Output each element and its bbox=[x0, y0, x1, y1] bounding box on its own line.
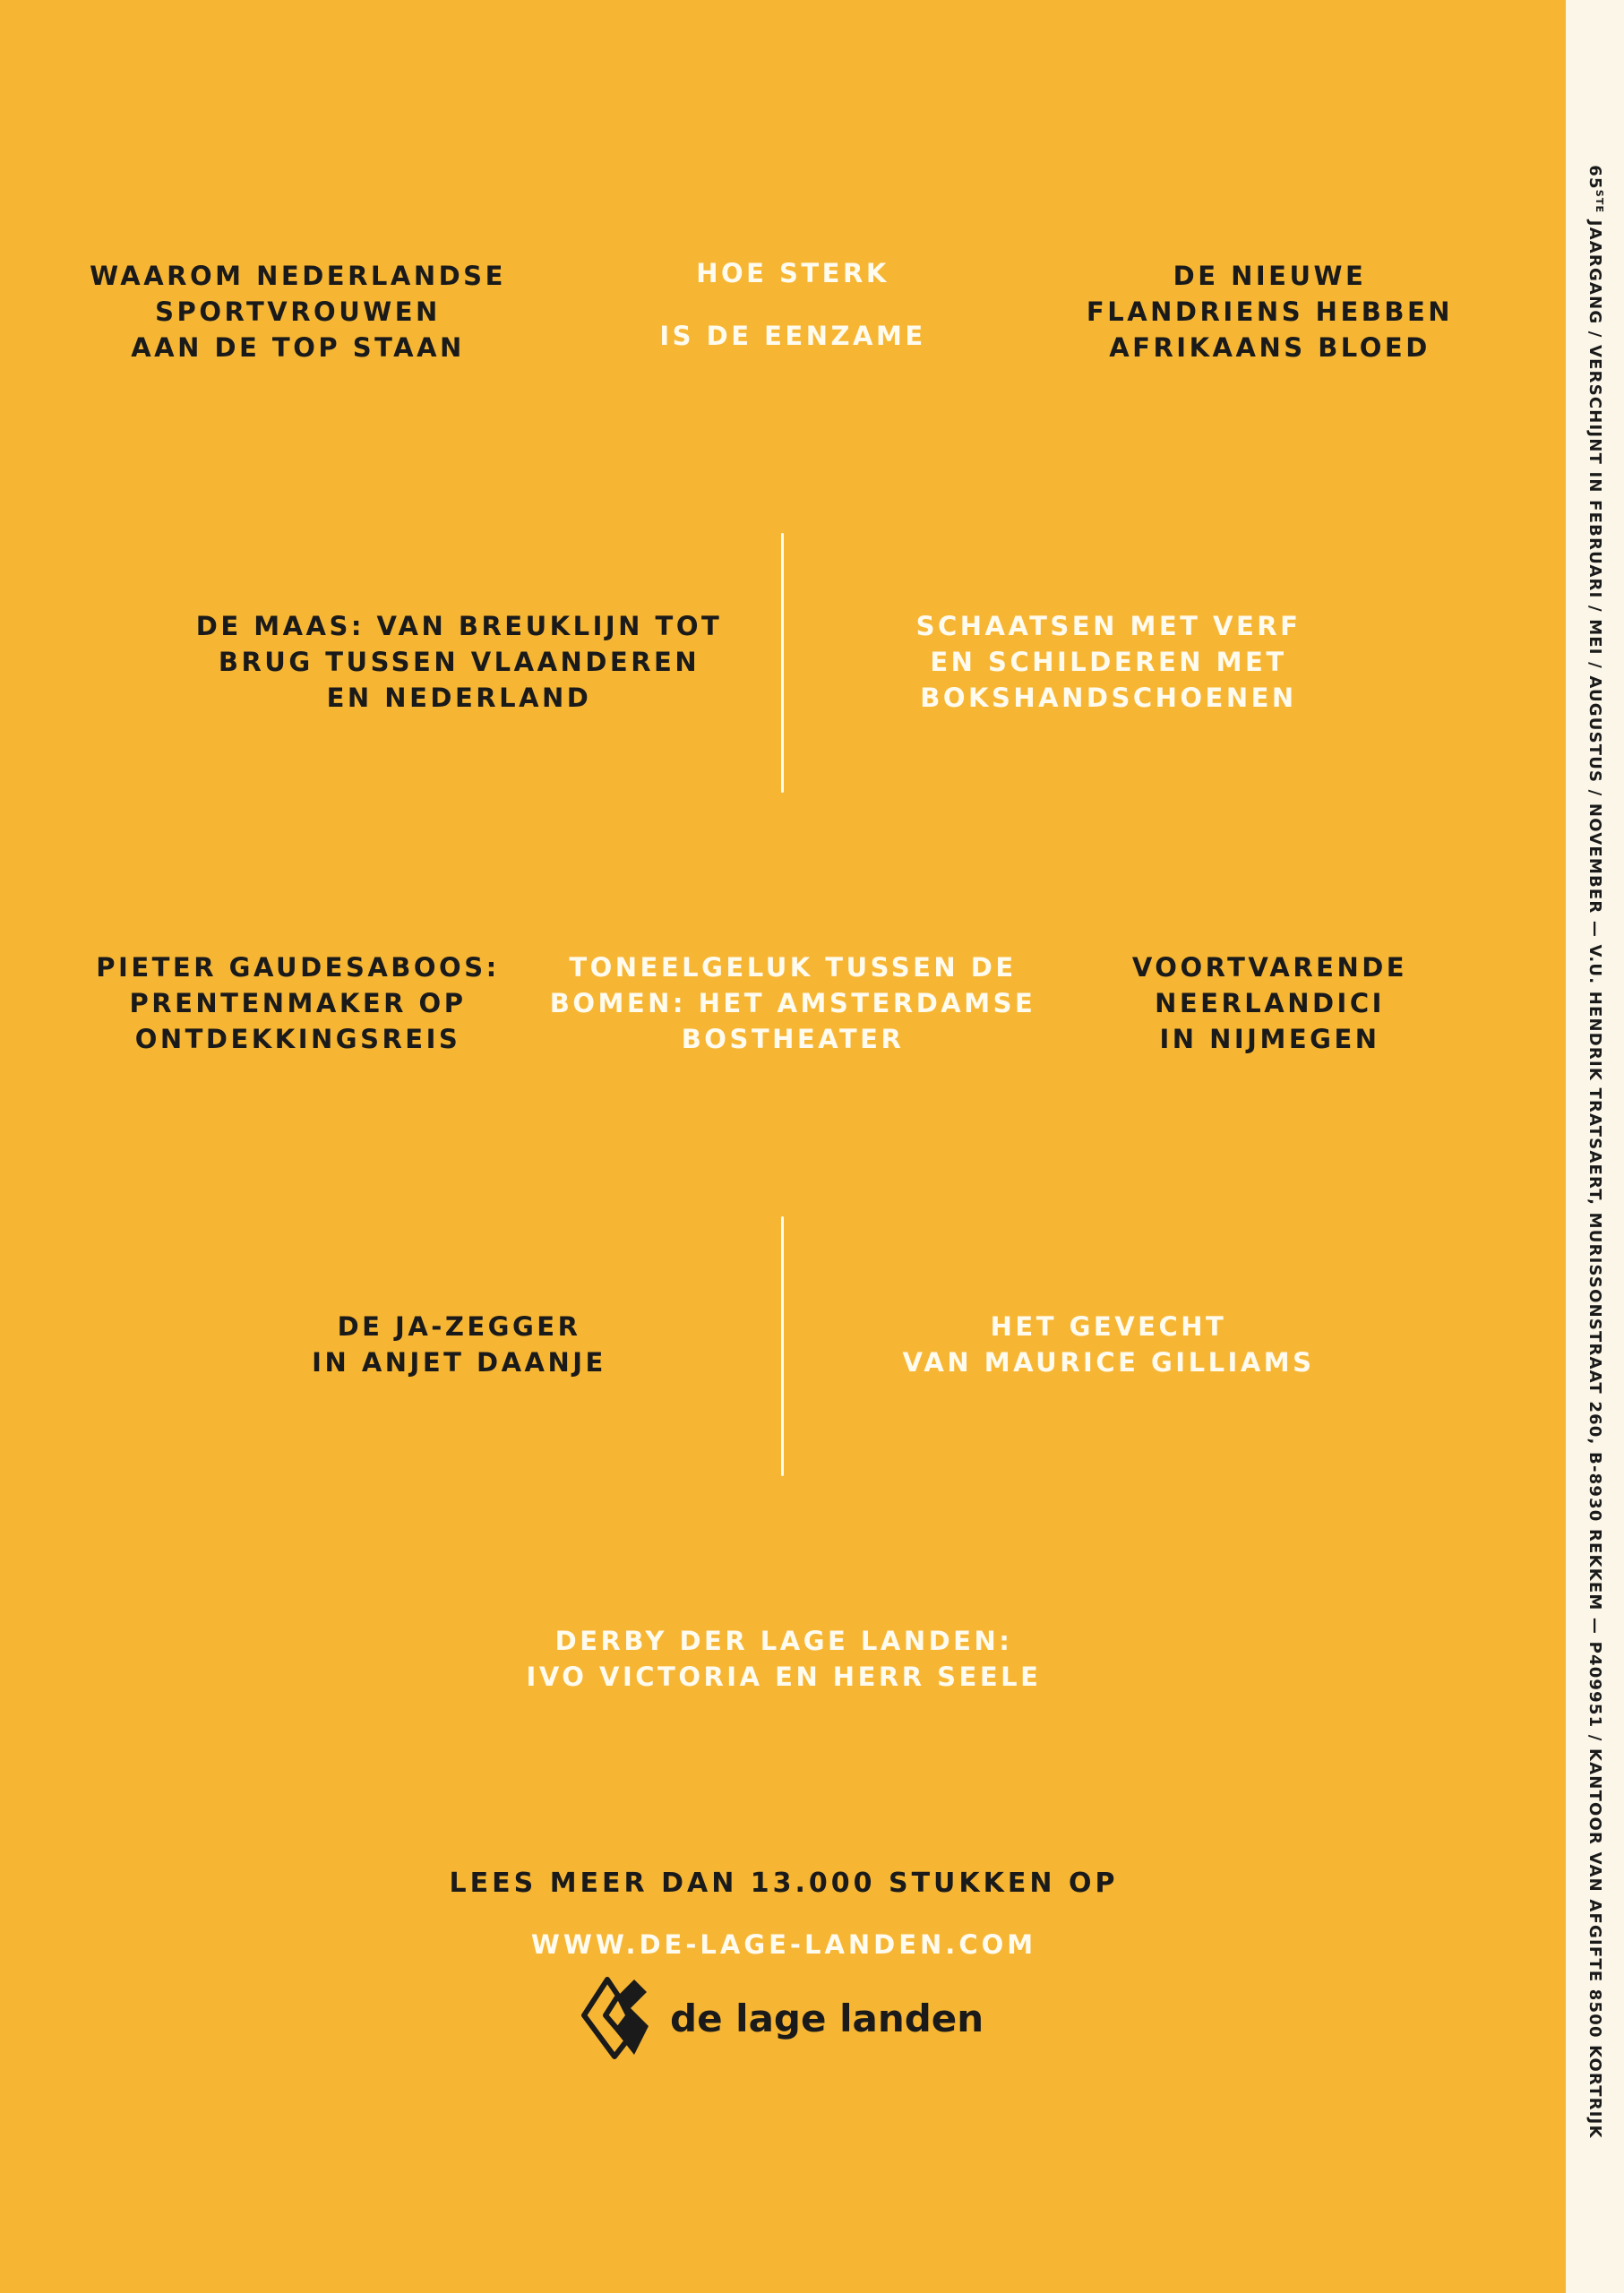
article-title-ja-zegger: DE JA-ZEGGER IN ANJET DAANJE bbox=[312, 1311, 606, 1378]
article-title-eenzame: HOE STERK IS DE EENZAME bbox=[659, 258, 926, 351]
spine-details: JAARGANG / VERSCHIJNT IN FEBRUARI / MEI / AUGUSTUS / NOVEMBER — V.U. HENDRIK TRATSAERT, MURISSONSTRAAT 260, B-8930 REKKEM — P409951 / KANTOOR VAN AFGIFTE 8500 KORTRIJK bbox=[1585, 213, 1604, 2139]
website-link[interactable]: WWW.DE-LAGE-LANDEN.COM bbox=[530, 1929, 1037, 1960]
article-title-neerlandici: VOORTVARENDE NEERLANDICI IN NIJMEGEN bbox=[1131, 952, 1408, 1054]
spine-volume-suffix: STE bbox=[1594, 189, 1605, 214]
spine-volume-number: 65 bbox=[1585, 165, 1604, 190]
logo-wordmark: de lage landen bbox=[670, 1996, 984, 2040]
article-title-flandriens: DE NIEUWE FLANDRIENS HEBBEN AFRIKAANS BLOED bbox=[1086, 261, 1454, 363]
cta-text: LEES MEER DAN 13.000 STUKKEN OP bbox=[449, 1868, 1119, 1899]
column-divider-bottom bbox=[781, 1216, 784, 1476]
article-title-maas: DE MAAS: VAN BREUKLIJN TOT BRUG TUSSEN VLAANDEREN EN NEDERLAND bbox=[195, 611, 723, 713]
article-title-derby: DERBY DER LAGE LANDEN: IVO VICTORIA EN HERR SEELE bbox=[526, 1626, 1042, 1692]
spine-publication-info bbox=[1585, 165, 1605, 2138]
column-divider-top bbox=[781, 533, 784, 793]
article-title-sportvrouwen: WAAROM NEDERLANDSE SPORTVROUWEN AAN DE TOP STAAN bbox=[90, 261, 506, 363]
article-title-gaudesaboos: PIETER GAUDESABOOS: PRENTENMAKER OP ONTDEKKINGSREIS bbox=[96, 952, 500, 1054]
de-lage-landen-logo bbox=[580, 1976, 984, 2060]
article-title-schaatsen: SCHAATSEN MET VERF EN SCHILDEREN MET BOKSHANDSCHOENEN bbox=[915, 611, 1302, 713]
de-lage-landen-logo-icon bbox=[580, 1976, 654, 2060]
article-title-gevecht: HET GEVECHT VAN MAURICE GILLIAMS bbox=[902, 1311, 1315, 1378]
article-title-bostheater: TONEELGELUK TUSSEN DE BOMEN: HET AMSTERDAMSE BOSTHEATER bbox=[549, 952, 1036, 1054]
